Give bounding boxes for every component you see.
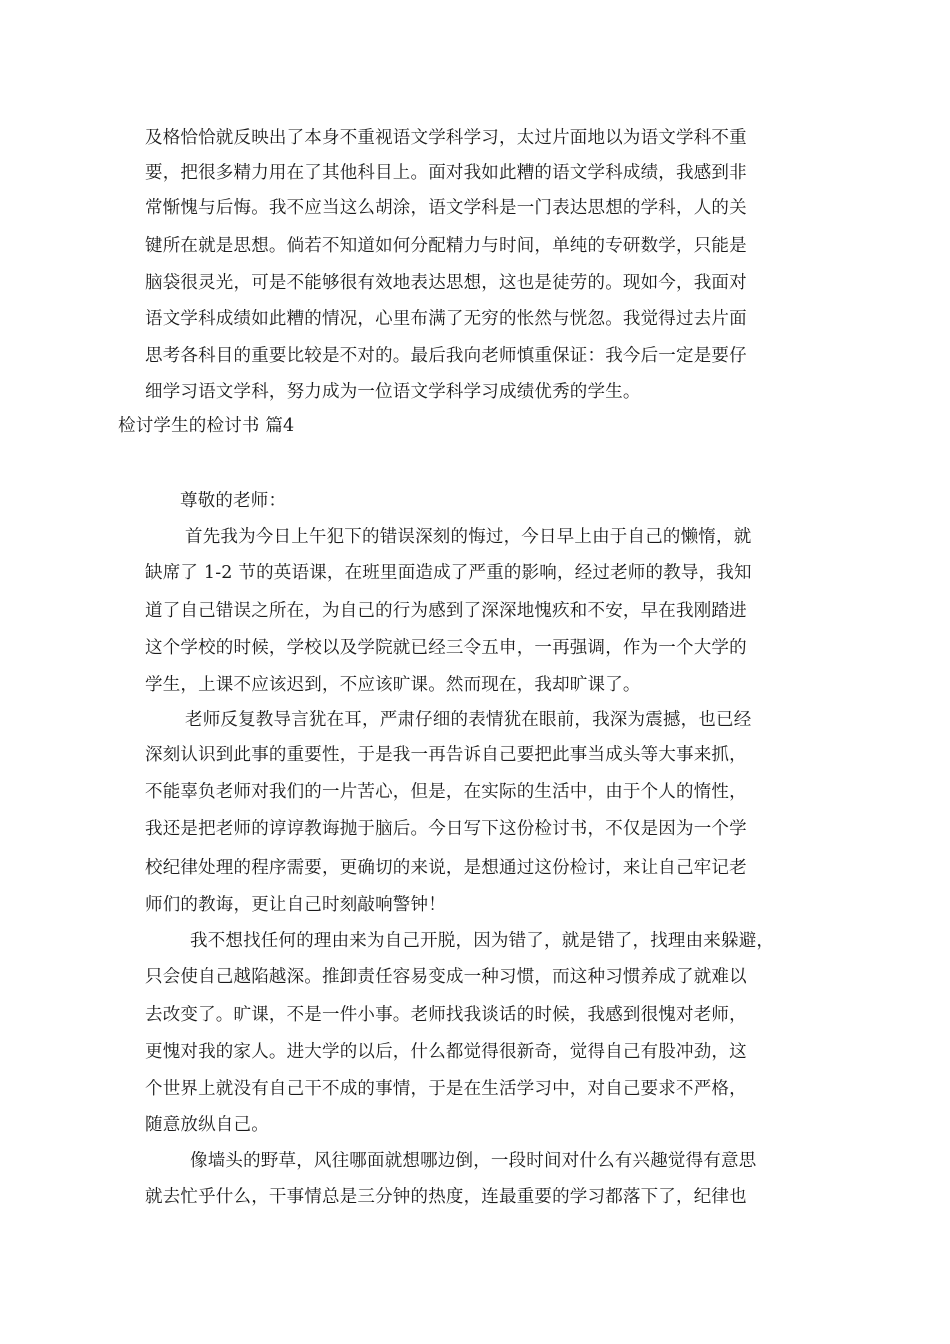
text-line: 键所在就是思想。倘若不知道如何分配精力与时间，单纯的专研数学，只能是 (145, 236, 747, 256)
text-line: 像墙头的野草，风往哪面就想哪边倒，一段时间对什么有兴趣觉得有意思 (190, 1151, 757, 1171)
text-line: 思考各科目的重要比较是不对的。最后我向老师慎重保证：我今后一定是要仔 (145, 346, 747, 366)
text-line: 老师反复教导言犹在耳，严肃仔细的表情犹在眼前，我深为震撼，也已经 (185, 710, 752, 730)
text-line: 深刻认识到此事的重要性，于是我一再告诉自己要把此事当成头等大事来抓， (145, 745, 747, 765)
text-line: 脑袋很灵光，可是不能够很有效地表达思想，这也是徒劳的。现如今，我面对 (145, 273, 747, 293)
text-line: 常惭愧与后悔。我不应当这么胡涂，语文学科是一门表达思想的学科，人的关 (145, 198, 747, 218)
text-line: 只会使自己越陷越深。推卸责任容易变成一种习惯，而这种习惯养成了就难以 (145, 967, 747, 987)
text-line: 个世界上就没有自己干不成的事情，于是在生活学习中，对自己要求不严格， (145, 1079, 747, 1099)
text-line: 去改变了。旷课，不是一件小事。老师找我谈话的时候，我感到很愧对老师， (145, 1005, 747, 1025)
text-line: 这个学校的时候，学校以及学院就已经三令五申，一再强调，作为一个大学的 (145, 638, 747, 658)
text-line: 更愧对我的家人。进大学的以后，什么都觉得很新奇，觉得自己有股冲劲，这 (145, 1042, 747, 1062)
text-line: 校纪律处理的程序需要，更确切的来说，是想通过这份检讨，来让自己牢记老 (145, 858, 747, 878)
text-line: 及格恰恰就反映出了本身不重视语文学科学习，太过片面地以为语文学科不重 (145, 128, 747, 148)
text-line: 随意放纵自己。 (145, 1115, 269, 1135)
text-line: 首先我为今日上午犯下的错误深刻的悔过，今日早上由于自己的懒惰，就 (185, 527, 752, 547)
text-line: 语文学科成绩如此糟的情况，心里布满了无穷的怅然与恍忽。我觉得过去片面 (145, 309, 747, 329)
text-line: 不能辜负老师对我们的一片苦心，但是，在实际的生活中，由于个人的惰性， (145, 782, 747, 802)
text-line: 道了自己错误之所在，为自己的行为感到了深深地愧疚和不安，早在我刚踏进 (145, 601, 747, 621)
text-line: 细学习语文学科，努力成为一位语文学科学习成绩优秀的学生。 (145, 382, 641, 402)
text-line: 师们的教诲，更让自己时刻敲响警钟！ (145, 895, 446, 915)
text-line: 学生，上课不应该迟到，不应该旷课。然而现在，我却旷课了。 (145, 675, 641, 695)
text-line: 就去忙乎什么，干事情总是三分钟的热度，连最重要的学习都落下了，纪律也 (145, 1187, 747, 1207)
section-heading: 检讨学生的检讨书 篇4 (118, 416, 295, 436)
text-line: 我还是把老师的谆谆教诲抛于脑后。今日写下这份检讨书，不仅是因为一个学 (145, 819, 747, 839)
text-line: 我不想找任何的理由来为自己开脱，因为错了，就是错了，找理由来躲避， (190, 931, 775, 951)
salutation: 尊敬的老师： (180, 491, 287, 511)
text-line: 缺席了 1-2 节的英语课，在班里面造成了严重的影响，经过老师的教导，我知 (145, 563, 752, 583)
text-line: 要，把很多精力用在了其他科目上。面对我如此糟的语文学科成绩，我感到非 (145, 163, 747, 183)
